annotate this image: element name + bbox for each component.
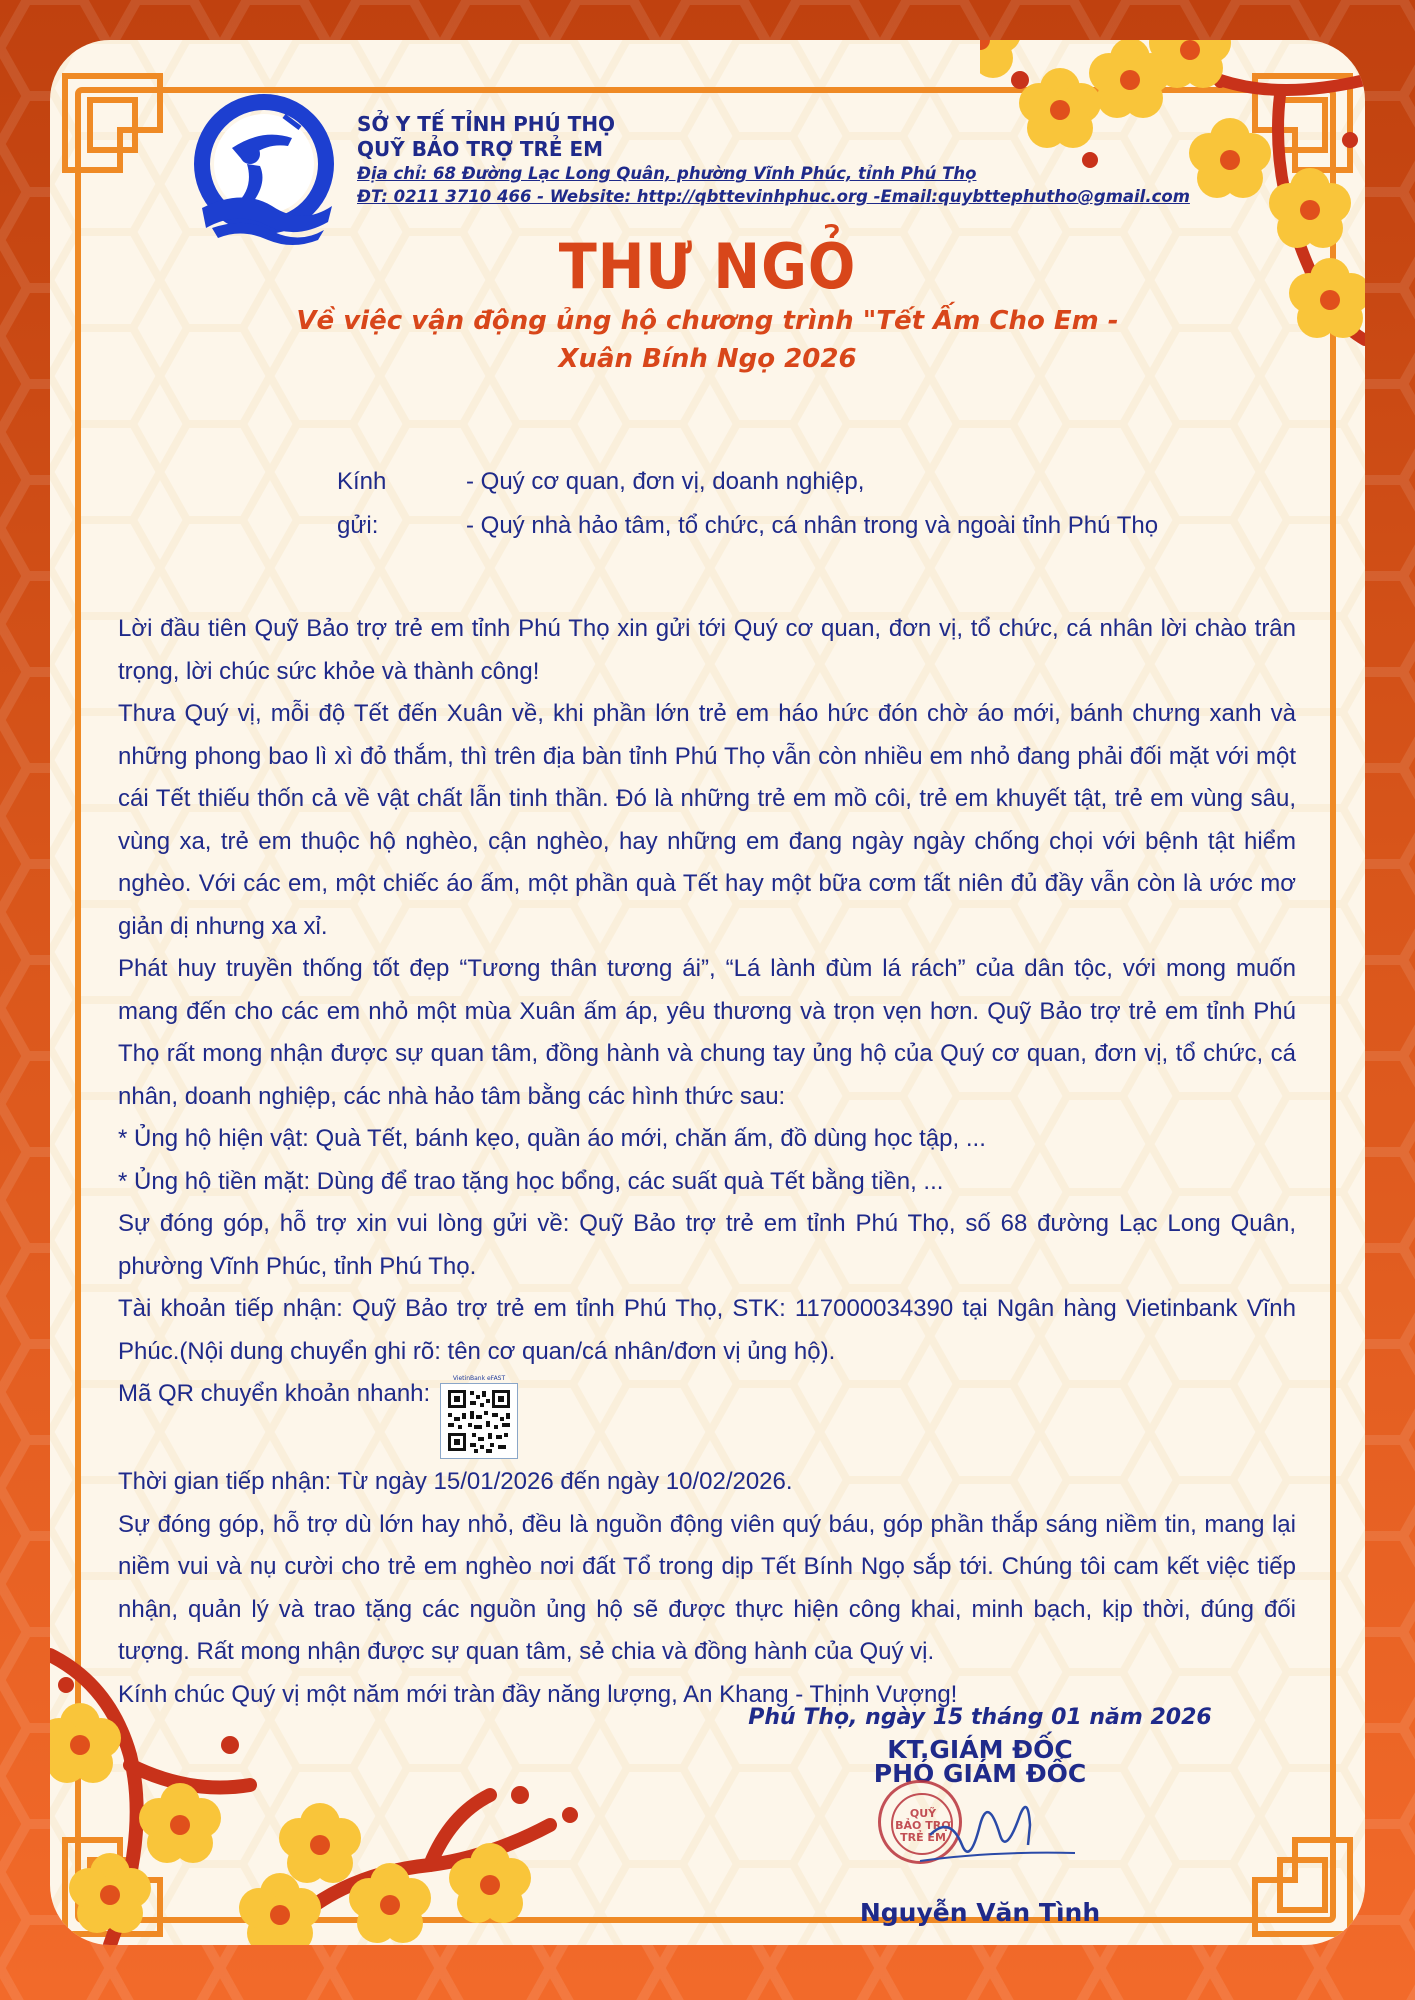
qr-row xyxy=(118,1373,1296,1461)
letter-card xyxy=(50,40,1365,1945)
qr-code-icon[interactable] xyxy=(440,1383,518,1459)
handwritten-signature xyxy=(910,1775,1080,1875)
recipient-item: - Quý nhà hảo tâm, tổ chức, cá nhân trong và ngoài tỉnh Phú Thọ xyxy=(466,512,1159,539)
org-contact: ĐT: 0211 3710 466 - Website: http://qbttevinhphuc.org -Email:quybttephutho@gmail.com xyxy=(357,187,1190,206)
body-paragraph: Sự đóng góp, hỗ trợ dù lớn hay nhỏ, đều là nguồn động viên quý báu, góp phần thắp sáng niềm tin, mang lại niềm vui và nụ cười cho trẻ em nghèo nơi đất Tổ trong dịp Tết Bính Ngọ sắp tới. Chúng tôi cam kết việc tiếp nhận, quản lý và trao tặng các nguồn ủng hộ sẽ được thực hiện công khai, minh bạch, kịp thời, đúng đối tượng. Rất mong nhận được sự quan tâm, sẻ chia và đồng hành của Quý vị. xyxy=(118,1510,1296,1665)
body-paragraph: Phát huy truyền thống tốt đẹp “Tương thân tương ái”, “Lá lành đùm lá rách” của dân tộc, với mong muốn mang đến cho các em nhỏ một mùa Xuân ấm áp, yêu thương và trọn vẹn hơn. Quỹ Bảo trợ trẻ em tỉnh Phú Thọ rất mong nhận được sự quan tâm, đồng hành và chung tay ủng hộ của Quý cơ quan, đơn vị, tổ chức, cá nhân, doanh nghiệp, các nhà hảo tâm bằng các hình thức sau: xyxy=(118,955,1296,1110)
org-line-2: QUỸ BẢO TRỢ TRẺ EM xyxy=(357,137,604,161)
recipients-label: Kính gửi: xyxy=(337,468,387,539)
org-line-1: SỞ Y TẾ TỈNH PHÚ THỌ xyxy=(357,112,616,136)
letter-subtitle xyxy=(250,302,1165,378)
body-paragraph: Kính chúc Quý vị một năm mới tràn đầy năng lượng, An Khang - Thịnh Vượng! xyxy=(118,1680,958,1708)
signer-title-1: KT.GIÁM ĐỐC xyxy=(887,1735,1073,1764)
body-paragraph: Lời đầu tiên Quỹ Bảo trợ trẻ em tỉnh Phú Thọ xin gửi tới Quý cơ quan, đơn vị, tổ chức, cá nhân lời chào trân trọng, lời chúc sức khỏe và thành công! xyxy=(118,615,1296,685)
qr-bank-label: VietinBank eFAST xyxy=(452,1375,506,1382)
body-paragraph: * Ủng hộ tiền mặt: Dùng để trao tặng học bổng, các suất quà Tết bằng tiền, ... xyxy=(118,1167,944,1195)
stamp-text: BẢO TRỢ xyxy=(895,1819,951,1832)
subtitle-line-1: Về việc vận động ủng hộ chương trình "Tết Ấm Cho Em - xyxy=(296,306,1119,336)
org-address: Địa chỉ: 68 Đường Lạc Long Quân, phường Vĩnh Phúc, tỉnh Phú Thọ xyxy=(357,164,977,183)
recipient-item: - Quý cơ quan, đơn vị, doanh nghiệp, xyxy=(466,468,865,495)
letter-title: THƯ NGỎ xyxy=(558,230,857,303)
body-paragraph: * Ủng hộ hiện vật: Quà Tết, bánh kẹo, quần áo mới, chăn ấm, đồ dùng học tập, ... xyxy=(118,1125,986,1152)
body-paragraph: Thưa Quý vị, mỗi độ Tết đến Xuân về, khi phần lớn trẻ em háo hức đón chờ áo mới, bánh chưng xanh và những phong bao lì xì đỏ thắm, thì trên địa bàn tỉnh Phú Thọ vẫn còn nhiều em nhỏ đang phải đối mặt với một cái Tết thiếu thốn cả về vật chất lẫn tinh thần. Đó là những trẻ em mồ côi, trẻ em khuyết tật, trẻ em vùng sâu, vùng xa, trẻ em thuộc hộ nghèo, cận nghèo, hay những em đang ngày ngày chống chọi với bệnh tật hiểm nghèo. Với các em, một chiếc áo ấm, một phần quà Tết hay một bữa cơm tất niên đủ đầy vẫn còn là ước mơ giản dị nhưng xa xỉ. xyxy=(118,700,1296,940)
signer-name: Nguyễn Văn Tình xyxy=(859,1898,1101,1927)
stamp-text: TRẺ EM xyxy=(900,1831,946,1844)
letter-body xyxy=(118,608,1296,1716)
fund-logo-icon xyxy=(192,88,337,246)
signer-title-2: PHÓ GIÁM ĐỐC xyxy=(873,1759,1087,1788)
qr-label: Mã QR chuyển khoản nhanh: xyxy=(118,1380,431,1407)
subtitle-line-2: Xuân Bính Ngọ 2026 xyxy=(558,344,857,374)
body-paragraph: Thời gian tiếp nhận: Từ ngày 15/01/2026 đến ngày 10/02/2026. xyxy=(118,1468,793,1495)
body-paragraph: Tài khoản tiếp nhận: Quỹ Bảo trợ trẻ em tỉnh Phú Thọ, STK: 117000034390 tại Ngân hàng Vietinbank Vĩnh Phúc.(Nội dung chuyển ghi rõ: tên cơ quan/cá nhân/đơn vị ủng hộ). xyxy=(118,1295,1296,1365)
place-date: Phú Thọ, ngày 15 tháng 01 năm 2026 xyxy=(748,1705,1212,1730)
stamp-text: QUỸ xyxy=(909,1807,937,1820)
body-paragraph: Sự đóng góp, hỗ trợ xin vui lòng gửi về: Quỹ Bảo trợ trẻ em tỉnh Phú Thọ, số 68 đường Lạc Long Quân, phường Vĩnh Phúc, tỉnh Phú Thọ. xyxy=(118,1210,1296,1280)
